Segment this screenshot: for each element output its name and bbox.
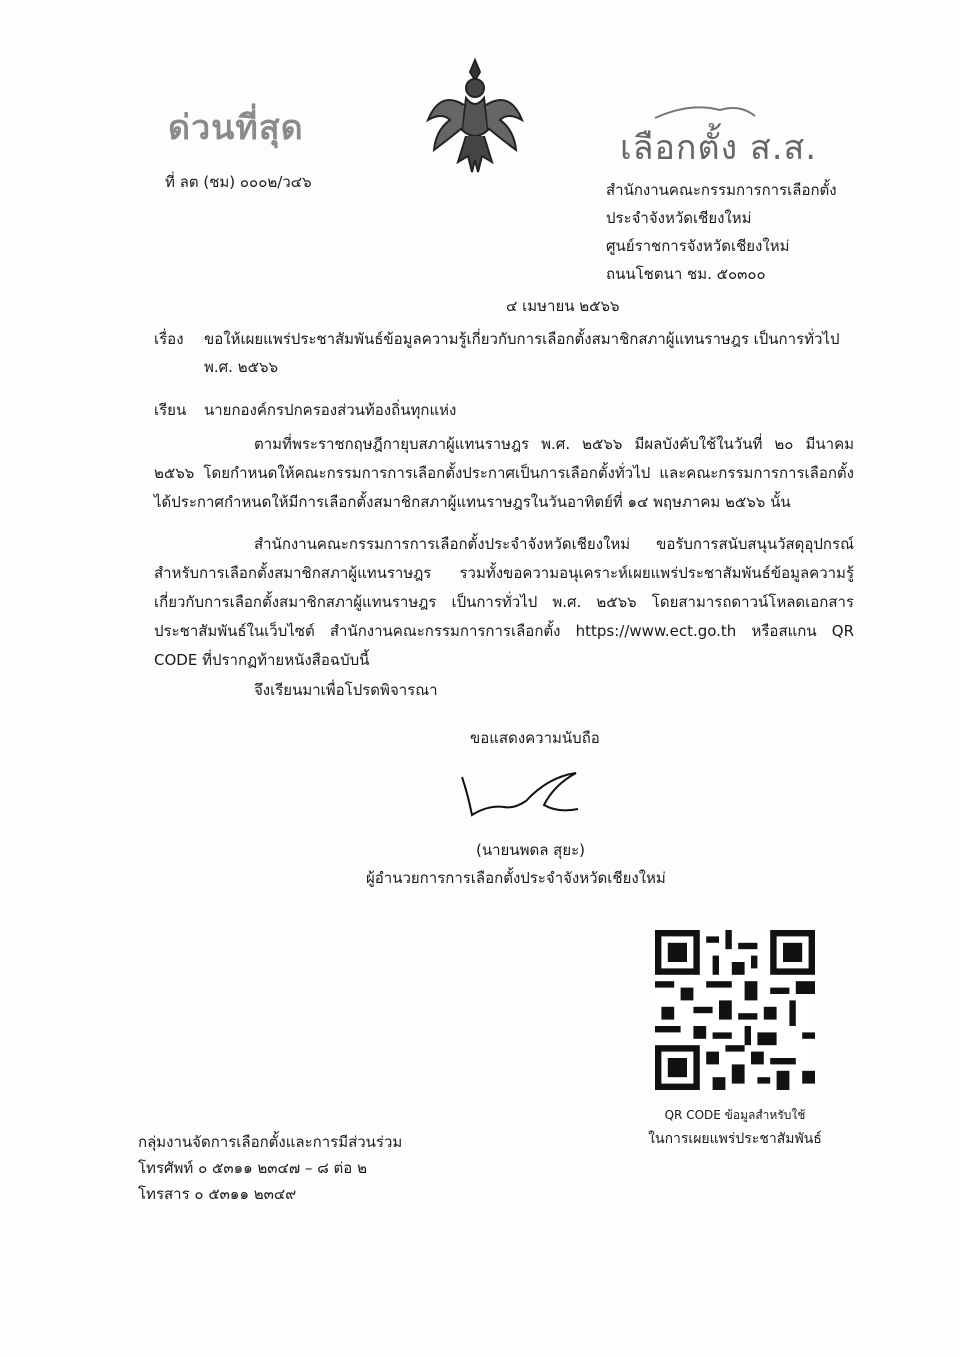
qr-code[interactable]: [655, 930, 815, 1090]
recipient-label: เรียน: [154, 401, 187, 419]
body-paragraph: สำนักงานคณะกรรมการการเลือกตั้งประจำจังหวัดเชียงใหม่ ขอรับการสนับสนุนวัสดุอุปกรณ์สำหรับการเลือกตั้งสมาชิกสภาผู้แทนราษฎร รวมทั้งขอความอนุเคราะห์เผยแพร่ประชาสัมพันธ์ข้อมูลความรู้เกี่ยวกับการเลือกตั้งสมาชิกสภาผู้แทนราษฎร เป็นการทั่วไป พ.ศ. ๒๕๖๖ โดยสามารถดาวน์โหลดเอกสารประชาสัมพันธ์ในเว็บไซต์ สำนักงานคณะกรรมการการเลือกตั้ง https://www.ect.go.th หรือสแกน QR CODE ที่ปรากฏท้ายหนังสือฉบับนี้: [154, 535, 854, 669]
letter-date: ๔ เมษายน ๒๕๖๖: [506, 297, 620, 315]
body-paragraph: ตามที่พระราชกฤษฎีกายุบสภาผู้แทนราษฎร พ.ศ. ๒๕๖๖ มีผลบังคับใช้ในวันที่ ๒๐ มีนาคม ๒๕๖๖ โดยกำหนดให้คณะกรรมการการเลือกตั้งประกาศเป็นการเลือกตั้งทั่วไป และคณะกรรมการการเลือกตั้งได้ประกาศกำหนดให้มีการเลือกตั้งสมาชิกสภาผู้แทนราษฎรในวันอาทิตย์ที่ ๑๔ พฤษภาคม ๒๕๖๖ นั้น: [154, 435, 854, 511]
closing-text: จึงเรียนมาเพื่อโปรดพิจารณา: [254, 681, 438, 699]
subject-line: ขอให้เผยแพร่ประชาสัมพันธ์ข้อมูลความรู้เกี่ยวกับการเลือกตั้งสมาชิกสภาผู้แทนราษฎร เป็นการทั่วไป: [204, 330, 840, 348]
signatory-name: (นายนพดล สุยะ): [476, 841, 586, 859]
address-line: ศูนย์ราชการจังหวัดเชียงใหม่: [606, 237, 790, 255]
address-line: สำนักงานคณะกรรมการการเลือกตั้ง: [606, 181, 837, 199]
address-line: ประจำจังหวัดเชียงใหม่: [606, 209, 752, 227]
garuda-emblem-icon: [420, 50, 530, 180]
footer-department: กลุ่มงานจัดการเลือกตั้งและการมีส่วนร่วม: [138, 1133, 403, 1151]
signatory-title: ผู้อำนวยการการเลือกตั้งประจำจังหวัดเชียงใหม่: [366, 869, 666, 887]
subject-line-2: พ.ศ. ๒๕๖๖: [204, 358, 278, 376]
address-line: ถนนโชตนา ชม. ๕๐๓๐๐: [606, 265, 766, 283]
footer-fax: โทรสาร ๐ ๕๓๑๑ ๒๓๔๙: [138, 1185, 297, 1203]
stamp-mark-icon: [650, 100, 760, 120]
reference-number: ที่ ลต (ชม) ๐๐๐๒/ว๔๖: [165, 173, 312, 191]
salutation: ขอแสดงความนับถือ: [470, 729, 600, 747]
urgency-stamp: ด่วนที่สุด: [168, 108, 304, 148]
recipient-text: นายกองค์กรปกครองส่วนท้องถิ่นทุกแห่ง: [204, 401, 457, 419]
handwritten-signature: [458, 765, 598, 825]
qr-caption-line: QR CODE ข้อมูลสำหรับใช้: [664, 1108, 806, 1122]
election-stamp: เลือกตั้ง ส.ส.: [620, 128, 818, 168]
footer-phone: โทรศัพท์ ๐ ๕๓๑๑ ๒๓๔๗ – ๘ ต่อ ๒: [138, 1159, 367, 1177]
subject-label: เรื่อง: [154, 330, 184, 348]
qr-caption-line-2: ในการเผยแพร่ประชาสัมพันธ์: [648, 1131, 822, 1147]
